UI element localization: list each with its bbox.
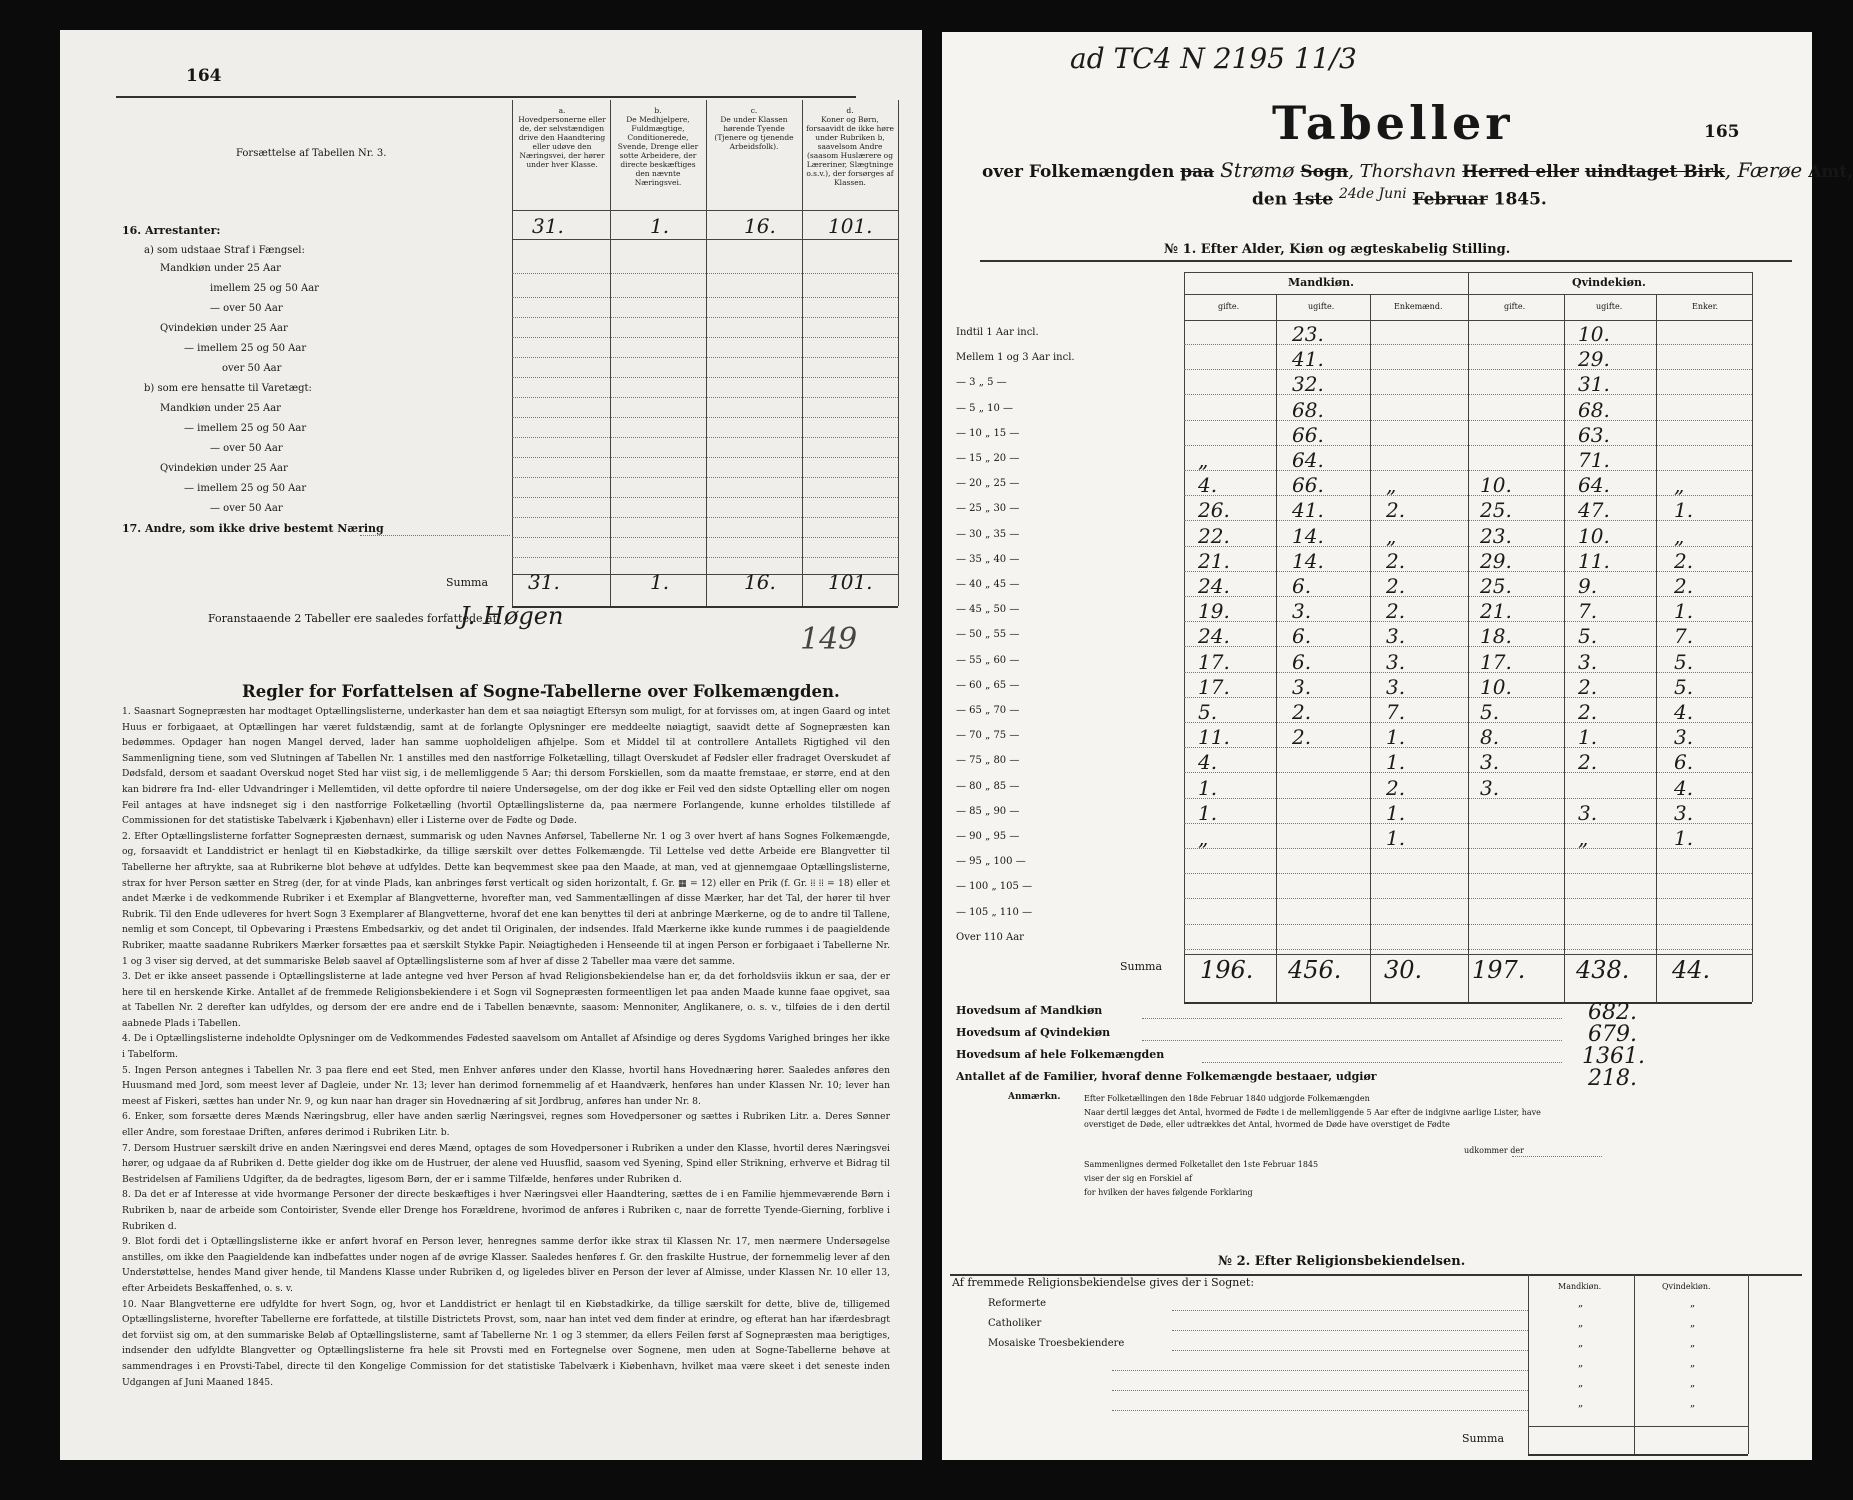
age-cell: 47. xyxy=(1578,498,1610,523)
page-title: Tabeller xyxy=(1272,96,1514,150)
col-ugifte-q: ugifte. xyxy=(1596,302,1623,311)
value-16-d: 101. xyxy=(828,214,873,238)
col-enker: Enker. xyxy=(1692,302,1719,311)
age-cell: 66. xyxy=(1292,473,1324,498)
age-cell: 1. xyxy=(1578,725,1598,750)
age-cell: 3. xyxy=(1386,649,1406,674)
age-cell: 10. xyxy=(1480,674,1512,699)
table2-col-mandkion: Mandkiøn. xyxy=(1558,1282,1602,1291)
row-rule xyxy=(1184,898,1752,899)
row-label: Qvindekiøn under 25 Aar xyxy=(160,323,288,334)
age-cell: 1. xyxy=(1386,826,1406,850)
col-gifte-m: gifte. xyxy=(1218,302,1240,311)
age-row-label: — 100 „ 105 — xyxy=(956,881,1033,893)
section-17-label: 17. Andre, som ikke drive bestemt Næring xyxy=(122,522,384,535)
age-cell: 29. xyxy=(1578,347,1610,372)
age-cell: 25. xyxy=(1480,498,1512,523)
religion-cell-q: „ xyxy=(1690,1338,1696,1349)
row-rule xyxy=(1184,520,1752,521)
summa-a: 31. xyxy=(528,570,560,594)
age-cell: 14. xyxy=(1292,548,1324,573)
age-cell: „ xyxy=(1386,473,1397,498)
row-rule xyxy=(1184,470,1752,471)
col-ugifte-m: ugifte. xyxy=(1308,302,1335,311)
summa-enkemaend: 30. xyxy=(1384,956,1423,984)
row-rule xyxy=(1184,672,1752,673)
row-rule xyxy=(1184,873,1752,874)
age-cell: 2. xyxy=(1578,750,1598,775)
column-header-b: b. De Medhjelpere, Fuldmægtige, Conditionerede, Svende, Drenge eller sotte Arbeidere, der directe beskæftiges den nævnte Næringsvei. xyxy=(617,106,699,187)
age-cell: 71. xyxy=(1578,448,1610,472)
age-cell: 41. xyxy=(1292,498,1324,523)
page-number: 164 xyxy=(186,66,222,86)
right-page xyxy=(942,32,1853,1460)
age-cell: 5. xyxy=(1674,674,1694,699)
row-rule xyxy=(1172,1350,1528,1351)
age-row-label: — 105 „ 110 — xyxy=(956,906,1033,918)
row-rule xyxy=(1112,1390,1528,1391)
religion-cell-q: „ xyxy=(1690,1298,1696,1309)
age-cell: 21. xyxy=(1198,548,1230,573)
row-rule xyxy=(1112,1410,1528,1411)
age-row-label: — 20 „ 25 — xyxy=(956,478,1020,490)
religion-cell-q: „ xyxy=(1690,1358,1696,1369)
hovedsum-total-value: 1361. xyxy=(1582,1044,1645,1069)
age-row-label: — 60 „ 65 — xyxy=(956,679,1020,691)
section-16-label: 16. Arrestanter: xyxy=(122,224,221,237)
age-cell: 17. xyxy=(1480,649,1512,674)
age-row-label: — 55 „ 60 — xyxy=(956,654,1020,666)
age-cell: 5. xyxy=(1674,649,1694,674)
religion-cell-m: „ xyxy=(1578,1298,1584,1309)
age-cell: 5. xyxy=(1578,624,1598,649)
hovedsum-qvinde: Hovedsum af Qvindekiøn xyxy=(956,1026,1111,1039)
row-label: — over 50 Aar xyxy=(210,303,283,314)
age-cell: 6. xyxy=(1674,750,1694,775)
age-cell: 29. xyxy=(1480,548,1512,573)
age-cell: 1. xyxy=(1198,800,1218,825)
age-cell: 1. xyxy=(1674,826,1694,850)
rule-6: 6. Enker, som forsætte deres Mænds Næringsbrug, eller have anden særlig Næringsvei, regnes som Hovedpersoner og sættes i Rubriken Litr. a. Deres Sønner eller Andre, som forestaae Driften, anføres derimod i Rubriken Litr. b. xyxy=(122,1111,890,1139)
compare-line-3: for hvilken der haves følgende Forklaring xyxy=(1084,1188,1253,1197)
age-row-label: — 5 „ 10 — xyxy=(956,402,1013,414)
row-rule xyxy=(1184,798,1752,799)
age-cell: 10. xyxy=(1578,523,1610,548)
summa-enker: 44. xyxy=(1672,956,1711,984)
religion-cell-q: „ xyxy=(1690,1318,1696,1329)
summa-gifte-m: 196. xyxy=(1200,956,1254,984)
hovedsum-mand-value: 682. xyxy=(1588,1000,1637,1025)
age-cell: 9. xyxy=(1578,574,1598,598)
mandkion-header: Mandkiøn. xyxy=(1288,276,1354,289)
age-cell: „ xyxy=(1674,473,1685,498)
age-cell: 1. xyxy=(1674,599,1694,624)
age-cell: 41. xyxy=(1292,347,1324,372)
religion-row-label: Reformerte xyxy=(988,1298,1047,1309)
age-row-label: — 80 „ 85 — xyxy=(956,780,1020,792)
age-cell: 10. xyxy=(1480,473,1512,498)
row-rule xyxy=(1184,646,1752,647)
row-label: b) som ere hensatte til Varetægt: xyxy=(144,383,312,394)
column-header-a: a. Hovedpersonerne eller de, der selvstændigen drive den Haandtering eller udøve den Næringsvei, der hører under hver Klasse. xyxy=(518,106,606,169)
summa-label: Summa xyxy=(1120,960,1163,973)
table2-col-qvindekion: Qvindekiøn. xyxy=(1662,1282,1711,1291)
age-cell: 24. xyxy=(1198,624,1230,649)
age-cell: 32. xyxy=(1292,372,1324,397)
rule-10: 10. Naar Blangvetterne ere udfyldte for hvert Sogn, og, hvor et Landdistrict er henlagt til en Kiøbstadkirke, da tillige særskilt for dette, blive de, tilligemed Optællingslisterne, hvorefter Tabellerne ere forfattede, at tilstille Districtets Provst, som, naar han intet ved dem finder at erindre, og efterat han har ifærdesbragt det forviist sig om, at den summariske Beløb af Optællingslisterne, samt af Tabellerne Nr. 1 og 3 stemmer, da ellers Feilen først af Sognepræsten maa berigtiges, indsender den udfyldte Blangvetter og Optællingslisterne fra hele sit Provsti med en Fortegnelse over Sognene, men uden at Sogne-Tabellerne behøve at sammendrages i en Provsti-Tabel, directe til den Kongelige Commission for det statistiske Tabelværk i Kiøbenhavn, hvilket maa være skeet i det seneste inden Udgangen af Juni Maaned 1845. xyxy=(122,1298,890,1388)
age-cell: 10. xyxy=(1578,322,1610,346)
age-cell: 3. xyxy=(1674,725,1694,750)
age-cell: 26. xyxy=(1198,498,1230,523)
row-label: imellem 25 og 50 Aar xyxy=(210,283,319,294)
rule-1: 1. Saasnart Sognepræsten har modtaget Optællingslisterne, underkaster han dem et saa nøiagtigt Eftersyn som muligt, for at forvisses om, at ingen Gaard og intet Huus er forbigaaet, at Optællingen har været fuldstændig, samt at de forlangte Oplysninger ere meddeelte nøiagtigt, saavidt dette af Sognepræsten kan bedømmes. Opdager han nogen Mangel derved, lader han samme uopholdeligen afhjelpe. Som et Middel til at controllere Antallets Rigtighed vil den Sammenligning tiene, som ved Slutningen af Tabellen Nr. 1 anstilles med den nastforrige Folketælling, tillagt Overskudet af Fødsler eller fradraget Overskudet af Dødsfald, dersom et saadant Overskud noget Sted har viist sig, i de mellemliggende 5 Aar; thi dersom Forskiellen, som da maatte fremstaae, er større, end at den kan bidrøre fra Ind- eller Udvandringer i Mellemtiden, vil dette opfordre til nøiere Undersøgelse, om der dog ikke er Feil ved den sidste Optælling eller om nogen Feil antages at have indsneget sig i den nastforrige Folketælling (hvortil Optællingslisterne da, paa nærmere Forlangende, kunne erholdes tilstillede af Commissionen for det statistiske Tabelværk i Kjøbenhavn) eller i Listerne over de Fødte og Døde. xyxy=(122,706,890,827)
row-rule xyxy=(1184,420,1752,421)
row-label: — over 50 Aar xyxy=(210,503,283,514)
row-rule xyxy=(1184,747,1752,748)
col-gifte-q: gifte. xyxy=(1504,302,1526,311)
age-cell: 4. xyxy=(1198,750,1218,775)
age-cell: 2. xyxy=(1674,574,1694,598)
age-cell: 2. xyxy=(1386,548,1406,573)
religion-row-label: Catholiker xyxy=(988,1318,1042,1329)
stamp-number: 149 xyxy=(800,622,858,657)
age-cell: 2. xyxy=(1674,548,1694,573)
religion-cell-q: „ xyxy=(1690,1398,1696,1409)
age-row-label: Indtil 1 Aar incl. xyxy=(956,327,1039,338)
value-16-c: 16. xyxy=(744,214,776,238)
age-row-label: — 95 „ 100 — xyxy=(956,856,1026,868)
rule-9: 9. Blot fordi det i Optællingslisterne ikke er anført hvoraf en Person lever, henregnes samme derfor ikke strax til Klassen Nr. 17, men nærmere Undersøgelse anstilles, om ikke den Paagieldende kan indbefattes under nogen af de øvrige Klasser. Saaledes henføres f. Gr. den fraskilte Hustrue, der fornemmelig lever af den Understøttelse, hendes Mand giver hende, til Mandens Klasse under Rubriken d, og ligeledes bliver en Person der lever af Almisse, under Klassen Nr. 10 eller 13, efter Arbeidets Beskaffenhed, o. s. v. xyxy=(122,1236,890,1294)
age-cell: 7. xyxy=(1674,624,1694,649)
table2-summa-label: Summa xyxy=(1462,1432,1505,1445)
families-value: 218. xyxy=(1588,1066,1637,1091)
age-row-label: — 75 „ 80 — xyxy=(956,755,1020,767)
summa-ugifte-m: 456. xyxy=(1288,956,1342,984)
row-rule xyxy=(1184,596,1752,597)
age-cell: 24. xyxy=(1198,574,1230,598)
parish-line: over Folkemængden paa Strømø Sogn, Thorshavn Herred eller uindtaget Birk, Færøe Amt, xyxy=(982,158,1853,182)
row-rule xyxy=(1184,621,1752,622)
age-row-label: — 70 „ 75 — xyxy=(956,730,1020,742)
age-cell: 4. xyxy=(1674,775,1694,800)
signature: J. Høgen xyxy=(460,602,564,630)
age-row-label: — 3 „ 5 — xyxy=(956,377,1007,389)
age-cell: 2. xyxy=(1386,574,1406,598)
age-cell: 64. xyxy=(1578,473,1610,498)
row-rule xyxy=(1184,546,1752,547)
age-cell: 64. xyxy=(1292,448,1324,472)
age-cell: 23. xyxy=(1292,322,1324,346)
age-row-label: — 65 „ 70 — xyxy=(956,705,1020,716)
age-cell: 3. xyxy=(1674,800,1694,825)
age-cell: 22. xyxy=(1198,523,1230,548)
age-cell: 1. xyxy=(1198,775,1218,800)
row-rule xyxy=(1184,722,1752,723)
page-number: 165 xyxy=(1704,122,1740,142)
row-rule xyxy=(1184,369,1752,370)
age-cell: 6. xyxy=(1292,574,1312,598)
row-rule xyxy=(1184,344,1752,345)
age-cell: 18. xyxy=(1480,624,1512,649)
age-cell: „ xyxy=(1578,826,1589,850)
age-row-label: — 10 „ 15 — xyxy=(956,427,1020,439)
row-rule xyxy=(1184,394,1752,395)
remark-line-3: overstiget de Døde, eller udtrækkes det Antal, hvormed de Døde have overstiget de Fødte xyxy=(1084,1120,1450,1129)
religion-row-label: Mosaiske Troesbekiendere xyxy=(988,1338,1125,1349)
religion-cell-m: „ xyxy=(1578,1398,1584,1409)
age-cell: 5. xyxy=(1198,700,1218,724)
age-cell: „ xyxy=(1198,448,1209,472)
rule-4: 4. De i Optællingslisterne indeholdte Oplysninger om de Vedkommendes Fødested saavelsom om Antallet af Afsindige og deres Sygdoms Varighed bringes her ikke i Tabelform. xyxy=(122,1033,890,1061)
age-cell: 66. xyxy=(1292,422,1324,447)
table-subtitle: Forsættelse af Tabellen Nr. 3. xyxy=(236,148,387,159)
row-rule xyxy=(1184,848,1752,849)
age-cell: 3. xyxy=(1578,649,1598,674)
age-row-label: — 30 „ 35 — xyxy=(956,528,1020,540)
age-cell: 2. xyxy=(1578,674,1598,699)
compiled-by-text: Foranstaaende 2 Tabeller ere saaledes forfattede af xyxy=(208,612,497,625)
age-cell: 6. xyxy=(1292,649,1312,674)
age-cell: 7. xyxy=(1578,599,1598,624)
value-16-a: 31. xyxy=(532,214,564,238)
rule-7: 7. Dersom Hustruer særskilt drive en anden Næringsvei end deres Mænd, optages de som Hovedpersoner i Rubriken a under den Klasse, hvortil deres Næringsvei hører, og udgaae da af Rubriken d. Dette gielder dog ikke om de Hustruer, der alene ved Huusflid, saasom ved Syening, Spind eller Strikning, erhverve et Bidrag til Bestridelsen af Familiens Udgifter, da de bedragtes, ligesom Børn, der er i samme Tilfælde, henføres under Rubriken d. xyxy=(122,1142,890,1185)
age-cell: 1. xyxy=(1386,750,1406,775)
age-cell: „ xyxy=(1674,523,1685,548)
age-cell: 11. xyxy=(1198,725,1230,750)
age-cell: „ xyxy=(1386,523,1397,548)
age-cell: 2. xyxy=(1292,700,1312,724)
age-row-label: — 15 „ 20 — xyxy=(956,453,1020,464)
row-label: — imellem 25 og 50 Aar xyxy=(184,343,307,354)
religion-cell-m: „ xyxy=(1578,1338,1584,1349)
hovedsum-mand: Hovedsum af Mandkiøn xyxy=(956,1004,1103,1017)
table2-intro: Af fremmede Religionsbekiendelse gives der i Sognet: xyxy=(952,1276,1255,1289)
age-cell: 17. xyxy=(1198,674,1230,699)
age-cell: 1. xyxy=(1386,800,1406,825)
row-label: — over 50 Aar xyxy=(210,443,283,454)
summa-gifte-q: 197. xyxy=(1472,956,1526,984)
summa-b: 1. xyxy=(650,570,670,594)
row-rule xyxy=(1184,571,1752,572)
age-cell: 4. xyxy=(1674,700,1694,724)
age-row-label: — 90 „ 95 — xyxy=(956,831,1020,842)
age-row-label: — 35 „ 40 — xyxy=(956,553,1020,565)
age-cell: 3. xyxy=(1386,674,1406,699)
age-cell: 3. xyxy=(1292,599,1312,624)
row-rule xyxy=(1184,823,1752,824)
age-cell: 8. xyxy=(1480,725,1500,750)
age-cell: 14. xyxy=(1292,523,1324,548)
row-rule xyxy=(1112,1370,1528,1371)
age-cell: 3. xyxy=(1578,800,1598,825)
age-cell: 25. xyxy=(1480,574,1512,598)
age-row-label: — 45 „ 50 — xyxy=(956,604,1020,616)
age-cell: 7. xyxy=(1386,700,1406,724)
summa-d: 101. xyxy=(828,570,873,594)
value-16-b: 1. xyxy=(650,214,670,238)
age-row-label: — 25 „ 30 — xyxy=(956,503,1020,515)
age-cell: 17. xyxy=(1198,649,1230,674)
udkommer-label: udkommer der xyxy=(1464,1146,1524,1155)
row-label: a) som udstaae Straf i Fængsel: xyxy=(144,245,305,256)
row-label: Qvindekiøn under 25 Aar xyxy=(160,463,288,474)
religion-cell-q: „ xyxy=(1690,1378,1696,1389)
age-cell: 23. xyxy=(1480,523,1512,548)
row-rule xyxy=(1184,949,1752,950)
age-cell: 2. xyxy=(1578,700,1598,724)
left-page xyxy=(60,30,922,1460)
column-header-d: d. Koner og Børn, forsaavidt de ikke høre under Rubriken b, saavelsom Andre (saasom Huslærere og Læreriner, Slægtninge o.s.v.), der forsørges af Klassen. xyxy=(806,106,894,187)
age-cell: 63. xyxy=(1578,422,1610,447)
row-rule xyxy=(1172,1330,1528,1331)
age-cell: 11. xyxy=(1578,548,1610,573)
row-rule xyxy=(1184,445,1752,446)
rule-3: 3. Det er ikke anseet passende i Optællingslisterne at lade antegne ved hver Person af hvad Religionsbekiendelse han er, da det forholdsviis ikkun er saa, der er here til en herskende Kirke. Antallet af de fremmede Religionsbekiendere i et Sogn vil Sognepræsten formeentligen let paa anden Maade kunne faae opgivet, saa at Tabellen Nr. 2 derefter kan udfyldes, og dersom der ere andre end de i Tabellen benævnte, saasom: Mennoniter, Anglikanere, o. s. v., tilføies de i den dertil aabnede Plads i Tabellen. xyxy=(122,971,890,1029)
age-cell: „ xyxy=(1198,826,1209,850)
age-cell: 4. xyxy=(1198,473,1218,498)
remark-line-2: Naar dertil lægges det Antal, hvormed de Fødte i de mellemliggende 5 Aar efter de indgivne aarlige Lister, have xyxy=(1084,1108,1541,1117)
summa-label: Summa xyxy=(446,576,489,589)
col-enkemaend: Enkemænd. xyxy=(1394,302,1443,311)
age-cell: 1. xyxy=(1674,498,1694,523)
hovedsum-total: Hovedsum af hele Folkemængden xyxy=(956,1048,1165,1061)
religion-cell-m: „ xyxy=(1578,1378,1584,1389)
age-cell: 1. xyxy=(1386,725,1406,750)
qvindekion-header: Qvindekiøn. xyxy=(1572,276,1646,289)
rule-2: 2. Efter Optællingslisterne forfatter Sognepræsten dernæst, summarisk og uden Navnes Anførsel, Tabellerne Nr. 1 og 3 over hvert af hans Sognes Folkemængde, og, forsaavidt et Landdistrict er henlagt til en Kiøbstadkirke, da tillige særskilt over dettes Folkemængde. Til Lettelse ved dette Arbeide ere Blangvetter til Tabellerne her aftrykte, saa at Rubrikerne blot behøve at udfyldes. Dette kan beqvemmest skee paa den Maade, at man, ved at gjennemgaae Optællingslisterne, strax for hver Person sætter en Streg (der, for at vinde Plads, kan anbringes først verticalt og siden horizontalt, f. Gr. ▦ = 12) eller en Prik (f. Gr. ⁞⁞ ⁞⁞ = 18) eller et andet Mærke i de vedkommende Rubriker i et Exemplar af Blangvetterne, hvorefter man, ved Sammentællingen af disse Mærker, har det Tal, der hører til hver Rubrik. Til den Ende udleveres for hvert Sogn 3 Exemplarer af Blangvetterne, hvoraf det ene kan benyttes til deri at anbringe Mærkerne, og de to andre til Tallene, nemlig et som Concept, til Opbevaring i Præstens Embedsarkiv, og det andet til Originalen, der indsendes. Ifald Mærkerne ikke kunde rummes i de paagieldende Rubriker, maatte saadanne Rubrikers Mærker forsættes paa et særskilt Stykke Papir. Nøiagtigheden i Henseende til at ingen Person er forbigaaet i Tabellerne Nr. 1 og 3 viser sig derved, at det summariske Beløb saavel af Optællingslisterne som af hver af disse 2 Tabeller maa være det samme. xyxy=(122,830,890,967)
age-cell: 3. xyxy=(1480,775,1500,800)
age-cell: 68. xyxy=(1578,397,1610,422)
age-cell: 2. xyxy=(1292,725,1312,750)
age-cell: 6. xyxy=(1292,624,1312,649)
age-cell: 68. xyxy=(1292,397,1324,422)
date-line: den 1ste $^{24de Juni}$ Februar 1845. xyxy=(1252,186,1547,210)
table1-title: № 1. Efter Alder, Kiøn og ægteskabelig Stilling. xyxy=(1164,242,1511,257)
remark-line-1: Efter Folketællingen den 18de Februar 1840 udgjorde Folkemængden xyxy=(1084,1094,1370,1103)
remark-label: Anmærkn. xyxy=(1008,1092,1061,1102)
row-label: — imellem 25 og 50 Aar xyxy=(184,423,307,434)
table2-title: № 2. Efter Religionsbekiendelsen. xyxy=(1218,1254,1466,1269)
rule-8: 8. Da det er af Interesse at vide hvormange Personer der directe beskæftiges i hver Næringsvei eller Haandtering, sættes de i en Familie hjemmeværende Børn i Rubriken b, naar de arbeide som Contoirister, Svende eller Drenge hos Forældrene, hvorimod de anføres i Rubriken c, naar de forrette Tyende-Gierning, forblive i Rubriken d. xyxy=(122,1189,890,1232)
religion-cell-m: „ xyxy=(1578,1318,1584,1329)
age-row-label: — 50 „ 55 — xyxy=(956,629,1020,641)
rules-list xyxy=(122,704,890,1390)
row-rule xyxy=(1184,772,1752,773)
rules-title: Regler for Forfattelsen af Sogne-Tabellerne over Folkemængden. xyxy=(242,682,840,701)
age-row-label: Mellem 1 og 3 Aar incl. xyxy=(956,352,1075,364)
age-row-label: Over 110 Aar xyxy=(956,931,1024,943)
age-cell: 2. xyxy=(1386,775,1406,800)
summa-c: 16. xyxy=(744,570,776,594)
row-rule xyxy=(1172,1310,1528,1311)
age-cell: 19. xyxy=(1198,599,1230,624)
compare-line-2: viser der sig en Forskiel af xyxy=(1084,1174,1193,1183)
row-label: over 50 Aar xyxy=(222,363,282,374)
rule-5: 5. Ingen Person antegnes i Tabellen Nr. 3 paa flere end eet Sted, men Enhver anføres under den Klasse, hvortil hans Hovednæring hører. Saaledes anføres den Huusmand med Jord, som meest lever af Dagleie, under Nr. 13; lever han derimod fornemmelig af et Haandværk, henføres han under Klassen Nr. 10; lever han meest af Fiskeri, sættes han under Nr. 9, og kun naar han drager sin Hovednæring af sit Jordbrug, anføres han under Nr. 8. xyxy=(122,1064,890,1107)
age-cell: 3. xyxy=(1480,750,1500,775)
hovedsum-qvinde-value: 679. xyxy=(1588,1022,1637,1047)
age-cell: 2. xyxy=(1386,498,1406,523)
summa-ugifte-q: 438. xyxy=(1576,956,1630,984)
religion-cell-m: „ xyxy=(1578,1358,1584,1369)
row-rule xyxy=(1184,924,1752,925)
age-cell: 31. xyxy=(1578,372,1610,397)
age-row-label: — 40 „ 45 — xyxy=(956,579,1020,590)
row-label: Mandkiøn under 25 Aar xyxy=(160,263,281,274)
age-cell: 3. xyxy=(1292,674,1312,699)
age-cell: 2. xyxy=(1386,599,1406,624)
archive-reference: ad TC4 N 2195 11/3 xyxy=(1070,42,1357,75)
row-label: Mandkiøn under 25 Aar xyxy=(160,403,281,414)
column-header-c: c. De under Klassen hørende Tyende (Tjenere og tjenende Arbeidsfolk). xyxy=(714,106,794,151)
families-label: Antallet af de Familier, hvoraf denne Folkemængde bestaaer, udgiør xyxy=(956,1070,1377,1083)
row-rule xyxy=(1184,697,1752,698)
age-cell: 21. xyxy=(1480,599,1512,624)
compare-line-1: Sammenlignes dermed Folketallet den 1ste Februar 1845 xyxy=(1084,1160,1319,1169)
age-cell: 5. xyxy=(1480,700,1500,724)
age-cell: 3. xyxy=(1386,624,1406,649)
row-rule xyxy=(1184,495,1752,496)
row-label: — imellem 25 og 50 Aar xyxy=(184,483,307,494)
age-row-label: — 85 „ 90 — xyxy=(956,805,1020,817)
